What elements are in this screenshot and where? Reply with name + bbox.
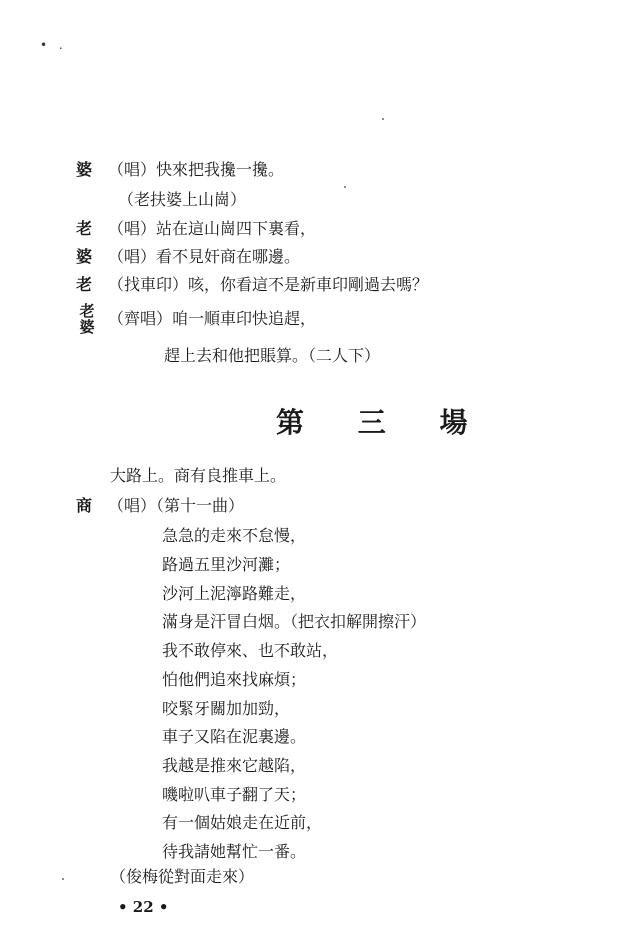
speaker-label-bottom: 婆: [79, 318, 95, 336]
scan-speck: [62, 878, 64, 880]
page-number: • 22 •: [118, 898, 169, 916]
verse-line: 咬緊牙關加加勁，: [162, 699, 291, 718]
speaker-label: 商: [76, 496, 93, 515]
dialogue-line: （找車印）咳，你看這不是新車印剛過去嗎？: [108, 275, 429, 294]
verse-line: 我不敢停來、也不敢站，: [162, 641, 339, 660]
dialogue-line: （唱）看不見奸商在哪邊。: [108, 247, 301, 266]
corner-marks: • .: [40, 38, 67, 52]
scan-speck: [382, 118, 384, 120]
verse-line: 滿身是汗冒白烟。（把衣扣解開擦汗）: [162, 612, 427, 631]
dialogue-line: （唱）站在這山崗四下裏看，: [108, 219, 317, 238]
speaker-label: 老: [76, 219, 93, 238]
dialogue-line: （唱）（第十一曲）: [108, 496, 245, 515]
stage-direction: （老扶婆上山崗）: [118, 190, 247, 209]
scene-title: 第 三 場: [276, 406, 490, 439]
speaker-label: 婆: [76, 160, 93, 179]
dialogue-line: 趕上去和他把賬算。（二人下）: [164, 346, 381, 365]
scene-direction: 大路上。商有良推車上。: [110, 466, 287, 485]
speaker-label: 老: [76, 275, 93, 294]
speaker-label: 婆: [76, 247, 93, 266]
dialogue-line: （齊唱）咱一順車印快追趕，: [108, 309, 317, 328]
stage-direction: （俊梅從對面走來）: [110, 867, 255, 886]
verse-line: 急急的走來不怠慢，: [162, 526, 307, 545]
verse-line: 有一個姑娘走在近前，: [162, 813, 323, 832]
verse-line: 沙河上泥濘路難走，: [162, 584, 307, 603]
verse-line: 車子又陷在泥裏邊。: [162, 727, 307, 746]
speaker-label-top: 老: [79, 302, 95, 320]
dialogue-line: （唱）快來把我攙一攙。: [108, 160, 285, 179]
verse-line: 嘰啦叭車子翻了天；: [162, 785, 307, 804]
scan-speck: [344, 186, 346, 188]
verse-line: 怕他們追來找麻煩；: [162, 670, 307, 689]
verse-line: 我越是推來它越陷，: [162, 756, 307, 775]
verse-line: 待我請她幫忙一番。: [162, 842, 307, 861]
verse-line: 路過五里沙河灘；: [162, 555, 291, 574]
joint-speaker-label: [78, 303, 96, 335]
